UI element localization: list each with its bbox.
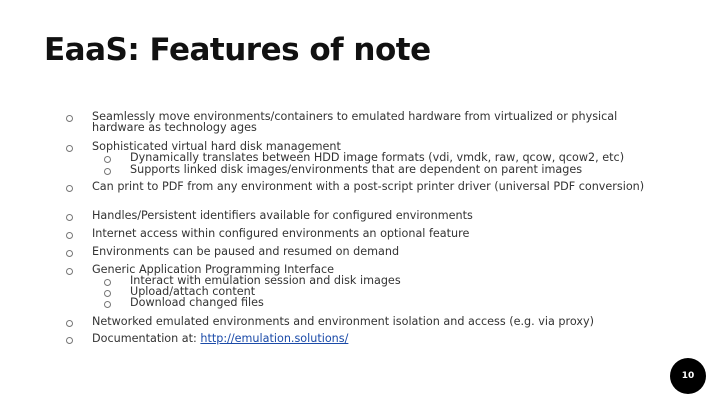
bullet-circle-icon bbox=[66, 320, 73, 327]
bullet-circle-icon bbox=[66, 337, 73, 344]
bullet-item bbox=[66, 334, 666, 345]
bullet-circle-icon bbox=[104, 301, 111, 308]
bullet-item bbox=[66, 112, 666, 133]
bullet-item bbox=[66, 247, 666, 258]
bullet-circle-icon bbox=[66, 268, 73, 275]
bullet-text: Environments can be paused and resumed on demand bbox=[92, 245, 400, 258]
sub-bullet-text: Download changed files bbox=[130, 296, 264, 309]
sub-bullet-text: Upload/attach content bbox=[130, 285, 256, 298]
bullet-circle-icon bbox=[104, 156, 111, 163]
bullet-item bbox=[66, 317, 666, 328]
sub-bullet-item bbox=[66, 153, 666, 164]
bullet-text bbox=[92, 334, 666, 345]
bullet-circle-icon bbox=[66, 250, 73, 257]
bullet-text: Generic Application Programming Interface bbox=[92, 263, 335, 276]
bullet-item bbox=[66, 229, 666, 240]
sub-bullet-text: Supports linked disk images/environments that are dependent on parent images bbox=[130, 163, 583, 176]
bullet-circle-icon bbox=[66, 214, 73, 221]
bullet-text: Can print to PDF from any environment with a post-script printer driver (universal PDF conversion) bbox=[92, 180, 645, 193]
bullet-circle-icon bbox=[66, 115, 73, 122]
bullet-circle-icon bbox=[104, 168, 111, 175]
bullet-text: Internet access within configured environments an optional feature bbox=[92, 227, 470, 240]
page-number: 10 bbox=[681, 371, 695, 381]
bullet-item bbox=[66, 211, 666, 222]
bullet-text: Handles/Persistent identifiers available for configured environments bbox=[92, 209, 473, 222]
bullet-circle-icon bbox=[66, 145, 73, 152]
bullet-item bbox=[66, 182, 666, 193]
slide-title: EaaS: Features of note bbox=[44, 32, 431, 68]
bullet-text: Seamlessly move environments/containers to emulated hardware from virtualized or physical hardware as technology ages bbox=[92, 110, 618, 134]
bullet-text: Sophisticated virtual hard disk management bbox=[92, 140, 341, 153]
bullet-text: Networked emulated environments and environment isolation and access (e.g. via proxy) bbox=[92, 315, 594, 328]
sub-bullet-text: Dynamically translates between HDD image formats (vdi, vmdk, raw, qcow, qcow2, etc) bbox=[130, 151, 625, 164]
documentation-label: Documentation at: bbox=[92, 332, 201, 345]
page-number-badge bbox=[670, 358, 706, 394]
bullet-circle-icon bbox=[104, 290, 111, 297]
bullet-circle-icon bbox=[66, 232, 73, 239]
bullet-circle-icon bbox=[66, 185, 73, 192]
sub-bullet-item bbox=[66, 165, 666, 176]
bullet-circle-icon bbox=[104, 279, 111, 286]
sub-bullet-text: Interact with emulation session and disk images bbox=[130, 274, 401, 287]
sub-bullet-item bbox=[66, 298, 666, 309]
documentation-link[interactable]: http://emulation.solutions/ bbox=[200, 332, 349, 345]
